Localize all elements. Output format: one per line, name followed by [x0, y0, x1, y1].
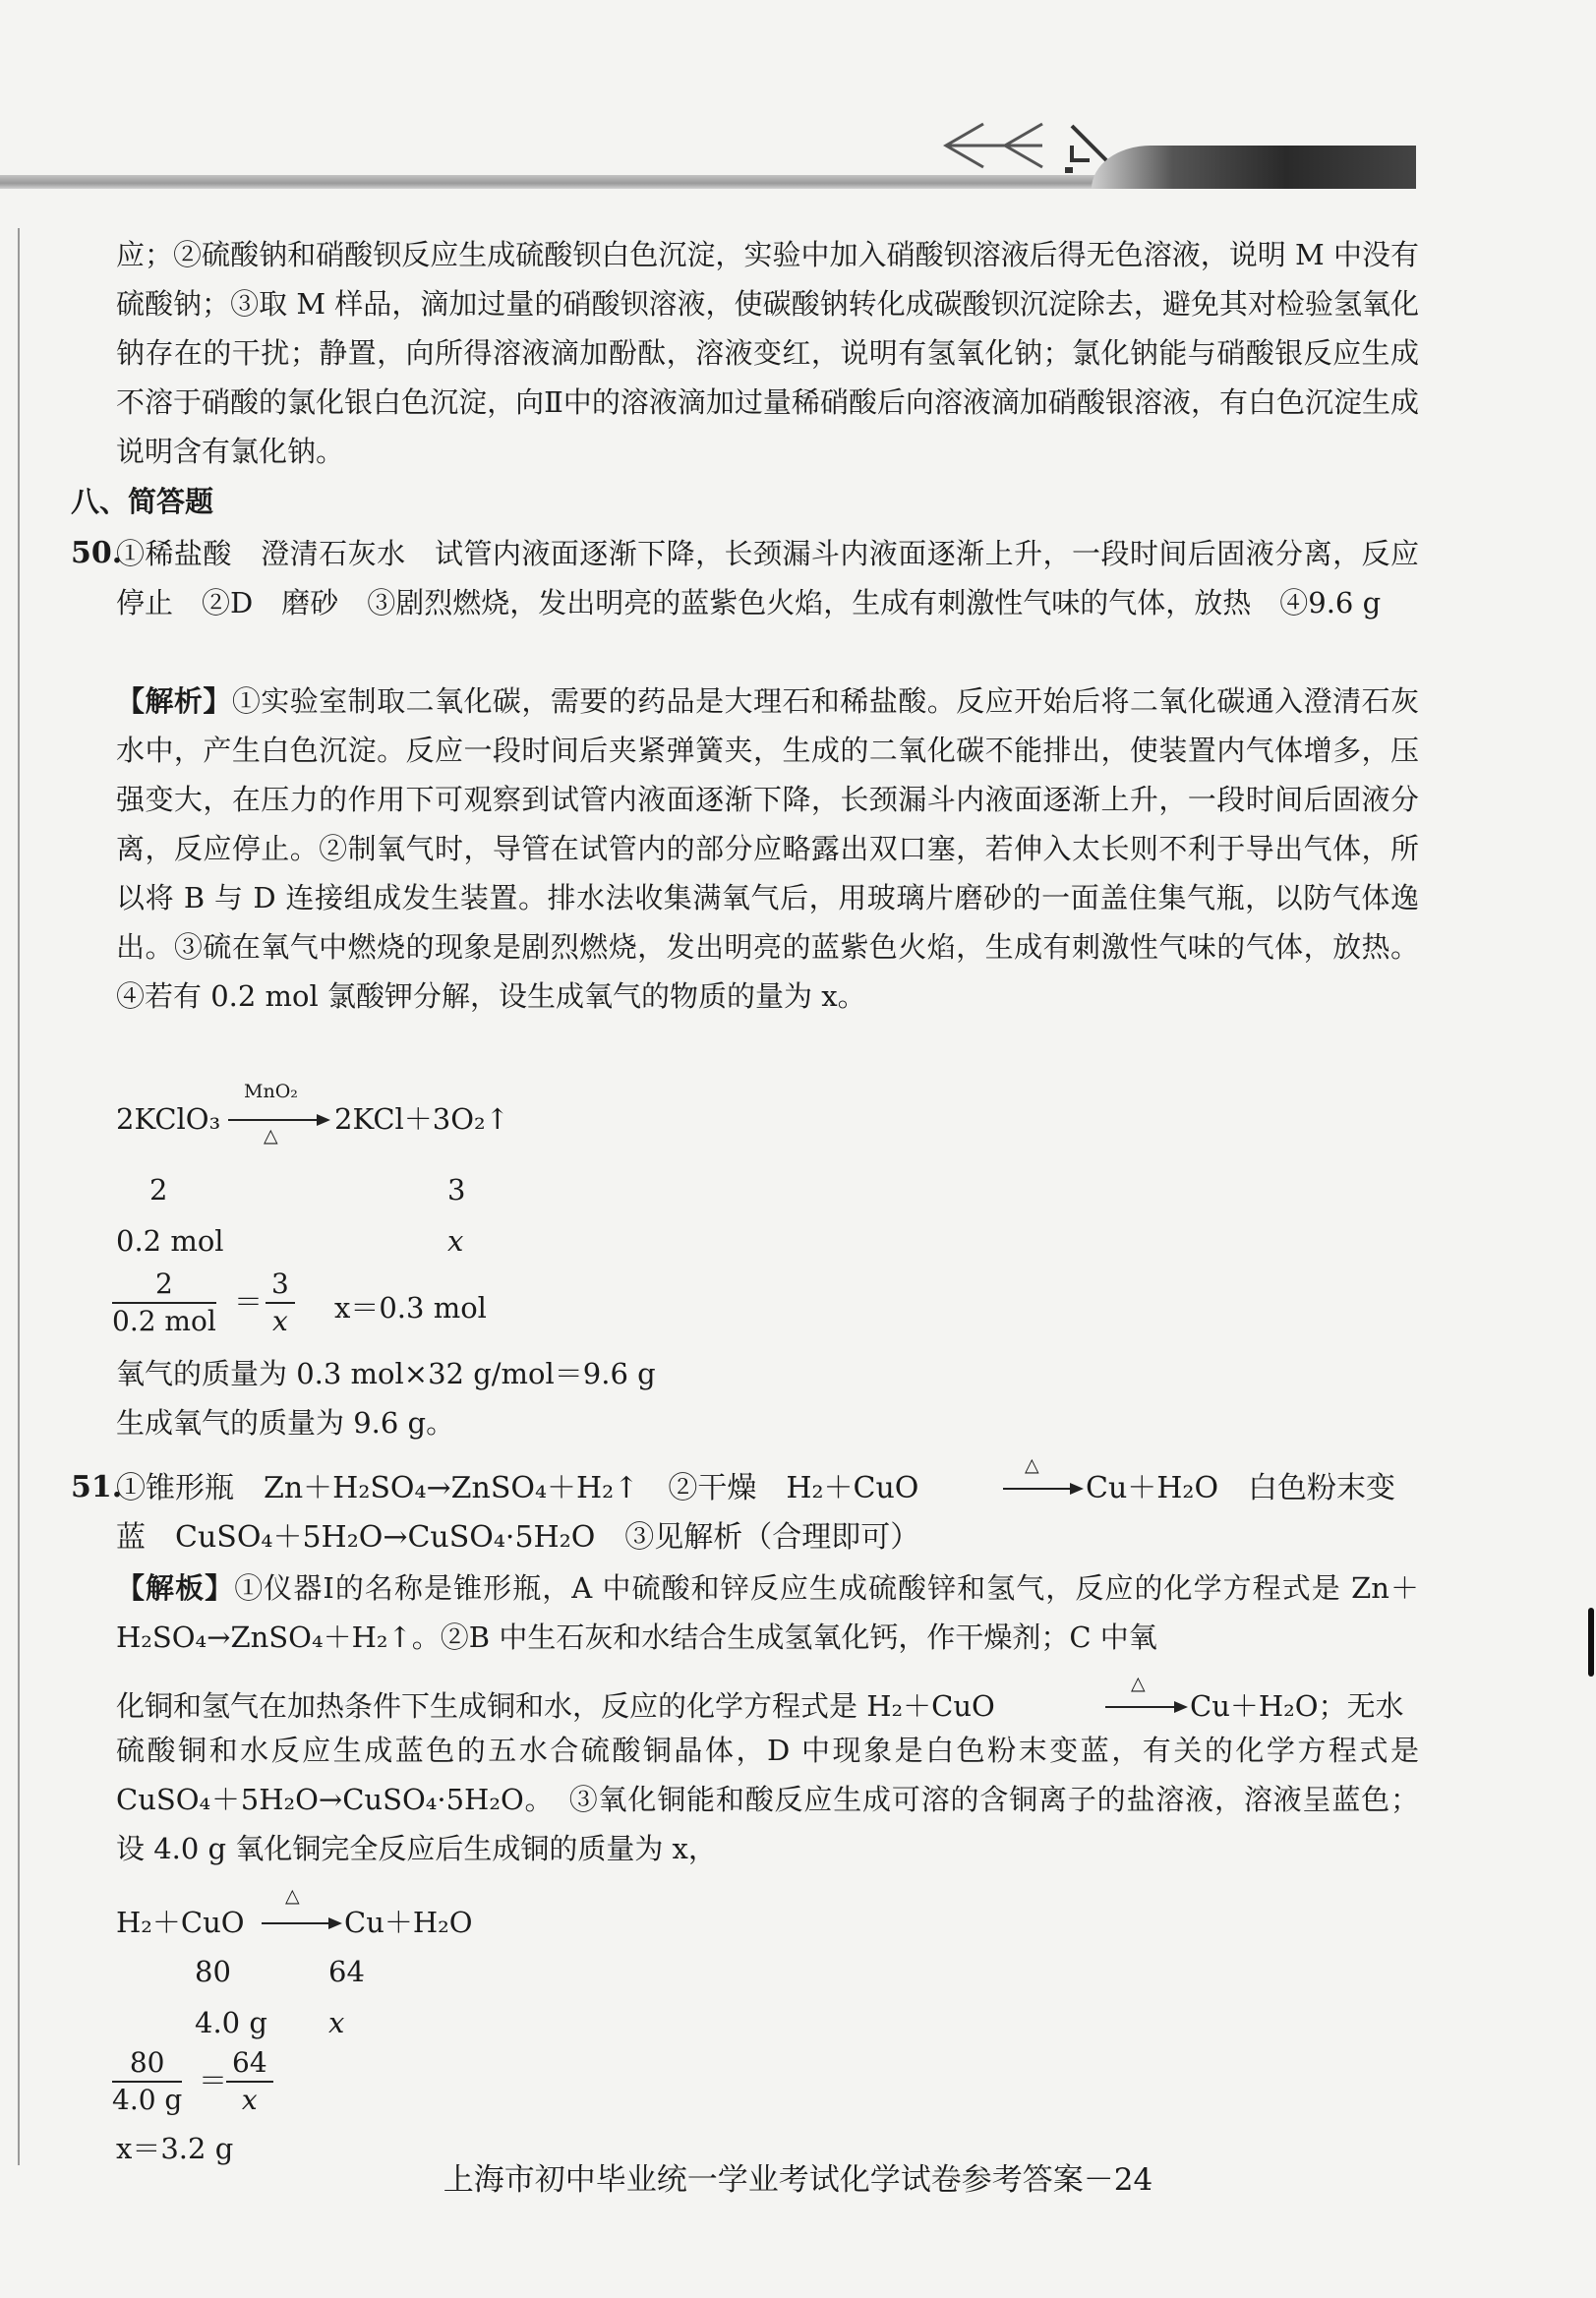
q50-eq-condition: △	[264, 1125, 278, 1147]
q50-eq-right: 2KCl＋3O₂↑	[334, 1102, 509, 1136]
analysis-tag: 【解板】	[116, 1571, 235, 1605]
margin-rule	[18, 228, 20, 2165]
header-swoosh	[1092, 146, 1416, 189]
q50-frac2-den: x	[272, 1305, 288, 1337]
analysis-text: ①实验室制取二氧化碳，需要的药品是大理石和稀盐酸。反应开始后将二氧化碳通入澄清石灰水中，产生白色沉淀。反应一段时间后夹紧弹簧夹，生成的二氧化碳不能排出，使装置内气体增多，压强变大，在压力的作用下可观察到试管内液面逐渐下降，长颈漏斗内液面逐渐上升，一段时间后固液分离，反应停止。②制氧气时，导管在试管内的部分应略露出双口塞，若伸入太长则不利于导出气体，所以将 B 与 D 连接组成发生装置。排水法收集满氧气后，用玻璃片磨砂的一面盖住集气瓶，以防气体逸出。③硫在氧气中燃烧的现象是剧烈燃烧，发出明亮的蓝紫色火焰，生成有刺激性气味的气体，放热。④若有 0.2 mol 氯酸钾分解，设生成氧气的物质的量为 x。	[116, 684, 1419, 1013]
q50-frac1-den: 0.2 mol	[112, 1305, 216, 1337]
q51-solve: x＝3.2 g	[116, 2132, 234, 2165]
q51-fraction-2	[226, 2045, 273, 2118]
q50-conclusion: 生成氧气的质量为 9.6 g。	[116, 1406, 455, 1440]
question-50-answer: ①稀盐酸 澄清石灰水 试管内液面逐渐下降，长颈漏斗内液面逐渐上升，一段时间后固液分离，反应停止 ②D 磨砂 ③剧烈燃烧，发出明亮的蓝紫色火焰，生成有刺激性气味的气体，放热 ④9.6 g	[116, 537, 1419, 619]
q50-eq-catalyst: MnO₂	[244, 1081, 298, 1102]
page-footer: 上海市初中毕业统一学业考试化学试卷参考答案－24	[443, 2162, 1153, 2198]
analysis-tag: 【解析】	[116, 684, 232, 718]
q51-fraction-1	[112, 2045, 182, 2118]
q50-solve: x＝0.3 mol	[334, 1291, 487, 1325]
q50-fraction-1	[112, 1267, 216, 1339]
q51-arrow-1	[1003, 1488, 1072, 1490]
q51-coef-a: 80	[195, 1955, 231, 1988]
q50-eq-arrow	[228, 1119, 319, 1121]
q51-frac2-den: x	[241, 2084, 258, 2116]
q51-frac1-den: 4.0 g	[112, 2084, 183, 2116]
q51-analysis-2a: 化铜和氢气在加热条件下生成铜和水，反应的化学方程式是 H₂＋CuO	[116, 1689, 995, 1723]
q50-coef-b: 3	[447, 1173, 466, 1207]
q50-mass: 氧气的质量为 0.3 mol×32 g/mol＝9.6 g	[116, 1357, 656, 1390]
question-51-number: 51.	[71, 1470, 123, 1504]
q51-line2: 蓝 CuSO₄＋5H₂O→CuSO₄·5H₂O ③见解析（合理即可）	[116, 1520, 920, 1555]
q51-arrow-2	[1105, 1706, 1176, 1708]
q51-eq-arrowhead	[328, 1917, 342, 1929]
question-50-number: 50.	[71, 536, 123, 570]
q50-frac2-num: 3	[266, 1267, 295, 1304]
q51-arrowhead-2	[1174, 1701, 1188, 1713]
q50-val-b: x	[447, 1224, 464, 1258]
q51-arrowhead-1	[1070, 1483, 1084, 1495]
q50-eq-arrowhead	[317, 1114, 330, 1126]
q51-coef-b: 64	[328, 1955, 365, 1988]
q51-line1-b: Cu＋H₂O 白色粉末变	[1086, 1471, 1396, 1505]
q50-equals: ＝	[234, 1285, 264, 1319]
q51-line1-a: ①锥形瓶 Zn＋H₂SO₄→ZnSO₄＋H₂↑ ②干燥 H₂＋CuO	[116, 1471, 919, 1505]
question-51-analysis-3: 硫酸铜和水反应生成蓝色的五水合硫酸铜晶体，D 中现象是白色粉末变蓝，有关的化学方程式是 CuSO₄＋5H₂O→CuSO₄·5H₂O。 ③氧化铜能和酸反应生成可溶的含铜离子的盐溶液，溶液呈蓝色；设 4.0 g 氧化铜完全反应后生成铜的质量为 x，	[116, 1734, 1419, 1865]
edge-mark	[1588, 1608, 1594, 1677]
q51-eq-left: H₂＋CuO	[116, 1906, 245, 1939]
question-50-analysis	[116, 677, 1419, 1021]
q51-heat-2: △	[1131, 1673, 1146, 1694]
q51-eq-heat: △	[285, 1885, 300, 1907]
q51-val-b: x	[328, 2006, 345, 2039]
q51-analysis-2b: Cu＋H₂O；无水	[1190, 1689, 1404, 1723]
q50-eq-left: 2KClO₃	[116, 1102, 221, 1136]
question-51-analysis-1	[116, 1563, 1419, 1662]
intro-paragraph: 应；②硫酸钠和硝酸钡反应生成硫酸钡白色沉淀，实验中加入硝酸钡溶液后得无色溶液，说明 M 中没有硫酸钠；③取 M 样品，滴加过量的硝酸钡溶液，使碳酸钠转化成碳酸钡沉淀除去，避免其对检验氢氧化钠存在的干扰；静置，向所得溶液滴加酚酞，溶液变红，说明有氢氧化钠；氯化钠能与硝酸银反应生成不溶于硝酸的氯化银白色沉淀，向Ⅱ中的溶液滴加过量稀硝酸后向溶液滴加硝酸银溶液，有白色沉淀生成说明含有氯化钠。	[116, 238, 1419, 468]
q50-frac1-num: 2	[112, 1267, 216, 1304]
q51-frac2-num: 64	[226, 2045, 273, 2083]
analysis-text: ①仪器Ⅰ的名称是锥形瓶，A 中硫酸和锌反应生成硫酸锌和氢气，反应的化学方程式是 Zn＋H₂SO₄→ZnSO₄＋H₂↑。②B 中生石灰和水结合生成氢氧化钙，作干燥剂；C 中氧	[116, 1571, 1419, 1654]
q51-eq-arrow	[262, 1922, 330, 1924]
section-heading: 八、简答题	[71, 485, 214, 518]
q51-equals: ＝	[199, 2064, 228, 2097]
q51-val-a: 4.0 g	[195, 2006, 267, 2039]
q51-frac1-num: 80	[112, 2045, 182, 2083]
q51-heat-1: △	[1025, 1454, 1039, 1476]
q50-fraction-2	[266, 1267, 295, 1339]
q50-coef-a: 2	[149, 1173, 168, 1207]
q50-val-a: 0.2 mol	[116, 1224, 224, 1258]
header-arrows-icon	[924, 116, 1131, 175]
q51-eq-right: Cu＋H₂O	[344, 1906, 473, 1939]
